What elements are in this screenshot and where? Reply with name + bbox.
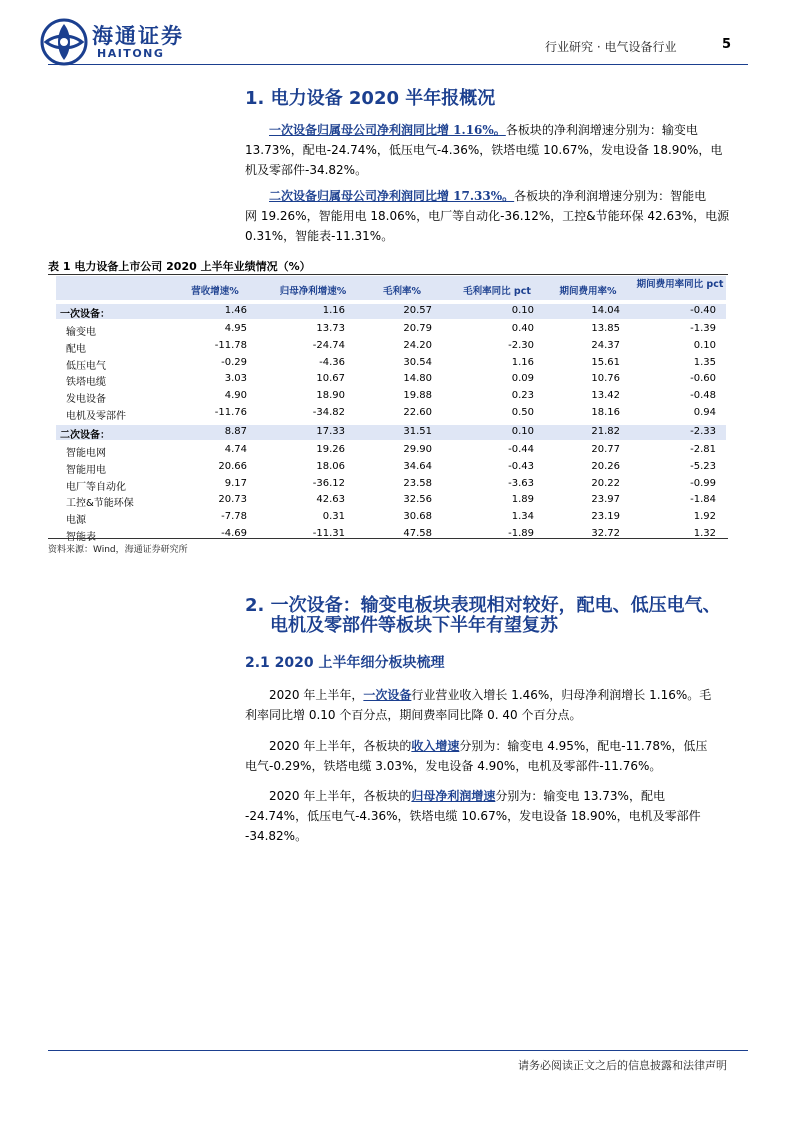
page-number: 5	[722, 37, 732, 52]
table-cell: 15.61	[591, 356, 620, 368]
table-cell: -34.82	[312, 407, 345, 418]
table-cell: -0.29	[221, 356, 247, 368]
table-cell: -0.48	[690, 390, 716, 402]
highlight-secondary-profit: 二次设备归属母公司净利润同比增 17.33%。	[269, 189, 515, 203]
table-cell: -0.40	[690, 305, 716, 316]
table-cell: 1.16	[511, 356, 534, 368]
table-cell: 1.92	[693, 511, 716, 523]
table-cell: -0.43	[508, 460, 534, 472]
table-cell: 20.79	[403, 323, 432, 334]
header-divider	[48, 64, 748, 65]
table-cell: 10.76	[591, 373, 620, 385]
table-cell: 17.33	[316, 426, 345, 437]
text-line: 0.31%，智能表-11.31%。	[245, 229, 394, 243]
group-label: 一次设备：	[60, 309, 110, 320]
table-bottom-rule	[48, 538, 728, 539]
table-cell: 4.90	[224, 390, 247, 402]
highlight-primary-equipment: 一次设备	[363, 688, 412, 702]
table-header-cell: 毛利率同比 pct	[463, 286, 531, 297]
table-cell: 20.73	[218, 494, 247, 506]
haitong-logo-icon	[40, 18, 88, 66]
table-cell: -11.31	[312, 528, 345, 539]
text-run: 2020 年上半年，	[269, 688, 364, 702]
section-1-paragraph-2	[245, 186, 750, 246]
logo-english-name: HAITONG	[97, 47, 165, 60]
table-cell: 22.60	[403, 407, 432, 418]
section-2-title-line-2: 电机及零部件等板块下半年有望复苏	[270, 615, 558, 636]
table-cell: 19.88	[403, 390, 432, 402]
table-cell: 24.20	[403, 339, 432, 351]
table-cell: 29.90	[403, 444, 432, 455]
table-cell: -0.44	[508, 444, 534, 455]
text-line: -24.74%，低压电气-4.36%，铁塔电缆 10.67%，发电设备 18.90%，电机及零部件	[245, 809, 701, 823]
table-cell: 0.40	[511, 323, 534, 334]
table-cell: 32.72	[591, 528, 620, 539]
table-cell: 0.10	[511, 426, 534, 437]
table-cell: 1.32	[693, 528, 716, 539]
section-1-title: 1. 电力设备 2020 半年报概况	[245, 88, 496, 109]
table-header-cell: 毛利率%	[382, 286, 422, 297]
table-cell: 20.66	[218, 460, 247, 472]
table-cell: 18.06	[316, 460, 345, 472]
table-row-label: 电机及零部件	[66, 411, 126, 422]
table-row-label: 智能电网	[66, 448, 106, 459]
text-line: 利率同比增 0.10 个百分点，期间费率同比降 0. 40 个百分点。	[245, 708, 582, 722]
text-run: 2020 年上半年，各板块的	[269, 739, 412, 753]
table-title: 表 1 电力设备上市公司 2020 上半年业绩情况（%）	[48, 260, 311, 273]
table-cell: -3.63	[508, 477, 534, 489]
text-line: 机及零部件-34.82%。	[245, 163, 368, 177]
table-cell: 30.68	[403, 511, 432, 523]
table-cell: -1.89	[508, 528, 534, 539]
table-row-label: 发电设备	[66, 394, 106, 406]
table-cell: -36.12	[312, 477, 345, 489]
table-cell: 1.34	[511, 511, 534, 523]
footer-disclaimer: 请务必阅读正文之后的信息披露和法律声明	[518, 1059, 727, 1072]
section-2-paragraph-1	[245, 685, 750, 725]
table-header-cell: 营收增速%	[191, 286, 239, 297]
table-header-cell: 归母净利增速%	[279, 286, 347, 297]
table-cell: -2.33	[690, 426, 716, 437]
table-cell: 4.74	[224, 444, 247, 455]
table-cell: 34.64	[403, 460, 432, 472]
table-cell: 1.16	[322, 305, 345, 316]
table-cell: 18.90	[316, 390, 345, 402]
table-row-label: 输变电	[66, 327, 96, 338]
table-row-label: 工控&节能环保	[66, 498, 134, 510]
header-category: 行业研究 · 电气设备行业	[545, 40, 677, 54]
table-cell: 0.23	[511, 390, 534, 402]
text-run: 各板块的净利润增速分别为：智能电	[514, 189, 707, 203]
table-cell: -5.23	[690, 460, 716, 472]
table-cell: 19.26	[316, 444, 345, 455]
text-line: -34.82%。	[245, 829, 308, 843]
subsection-2-1-title: 2.1 2020 上半年细分板块梳理	[245, 655, 445, 671]
table-row-label: 智能表	[66, 532, 96, 543]
group-label: 二次设备：	[60, 430, 110, 441]
table-cell: 0.31	[322, 511, 345, 523]
table-row-label: 配电	[66, 343, 86, 355]
table-cell: 13.73	[316, 323, 345, 334]
table-cell: -1.84	[690, 494, 716, 506]
table-cell: 23.58	[403, 477, 432, 489]
table-row-label: 智能用电	[66, 464, 106, 476]
table-cell: 4.95	[224, 323, 247, 334]
highlight-revenue-growth: 收入增速	[411, 739, 460, 753]
text-run: 行业营业收入增长 1.46%，归母净利润增长 1.16%。毛	[411, 688, 712, 702]
table-cell: 47.58	[403, 528, 432, 539]
table-cell: 20.26	[591, 460, 620, 472]
table-cell: -24.74	[312, 339, 345, 351]
text-run: 分别为：输变电 13.73%，配电	[495, 789, 665, 803]
highlight-net-profit-growth: 归母净利润增速	[411, 789, 496, 803]
table-cell: 21.82	[591, 426, 620, 437]
table-header-cell: 期间费用率同比 pct	[636, 279, 724, 290]
table-cell: 1.46	[224, 305, 247, 316]
table-cell: 23.19	[591, 511, 620, 523]
table-cell: -0.60	[690, 373, 716, 385]
table-cell: 9.17	[224, 477, 247, 489]
section-2-paragraph-2	[245, 736, 750, 776]
table-cell: 23.97	[591, 494, 620, 506]
text-run: 各板块的净利润增速分别为：输变电	[505, 123, 698, 137]
table-cell: -0.99	[690, 477, 716, 489]
section-2-title-line-1: 2. 一次设备：输变电板块表现相对较好，配电、低压电气、	[245, 595, 721, 616]
table-cell: 10.67	[316, 373, 345, 385]
table-cell: 1.35	[693, 356, 716, 368]
table-cell: 30.54	[403, 356, 432, 368]
table-row-label: 铁塔电缆	[66, 377, 106, 389]
table-cell: -11.78	[214, 339, 247, 351]
table-cell: 0.94	[693, 407, 716, 418]
table-top-rule	[48, 274, 728, 275]
table-cell: -2.81	[690, 444, 716, 455]
highlight-primary-profit: 一次设备归属母公司净利润同比增 1.16%。	[269, 123, 506, 137]
table-cell: 0.50	[511, 407, 534, 418]
table-cell: 0.10	[693, 339, 716, 351]
table-cell: 20.57	[403, 305, 432, 316]
table-row-label: 电源	[66, 515, 86, 527]
table-cell: 18.16	[591, 407, 620, 418]
section-2-paragraph-3	[245, 786, 750, 846]
table-cell: 13.42	[591, 390, 620, 402]
table-row-label: 电厂等自动化	[66, 481, 126, 493]
footer-divider	[48, 1050, 748, 1051]
table-cell: 13.85	[591, 323, 620, 334]
table-cell: 0.10	[511, 305, 534, 316]
text-run: 分别为：输变电 4.95%，配电-11.78%，低压	[459, 739, 708, 753]
table-cell: -4.69	[221, 528, 247, 539]
text-run: 2020 年上半年，各板块的	[269, 789, 412, 803]
text-line: 电气-0.29%，铁塔电缆 3.03%，发电设备 4.90%，电机及零部件-11.76%。	[245, 759, 662, 773]
table-cell: 24.37	[591, 339, 620, 351]
table-cell: 32.56	[403, 494, 432, 506]
table-cell: 3.03	[224, 373, 247, 385]
table-cell: 20.77	[591, 444, 620, 455]
table-cell: 20.22	[591, 477, 620, 489]
table-cell: 8.87	[224, 426, 247, 437]
table-header-cell: 期间费用率%	[559, 286, 617, 297]
table-cell: 31.51	[403, 426, 432, 437]
table-cell: 1.89	[511, 494, 534, 506]
table-row-label: 低压电气	[66, 360, 106, 372]
table-cell: 14.80	[403, 373, 432, 385]
table-cell: 14.04	[591, 305, 620, 316]
table-cell: -7.78	[221, 511, 247, 523]
table-cell: 42.63	[316, 494, 345, 506]
table-source: 资料来源：Wind，海通证券研究所	[48, 545, 188, 555]
logo-chinese-name: 海通证券	[92, 23, 184, 48]
table-cell: 0.09	[511, 373, 534, 385]
table-cell: -11.76	[214, 407, 247, 418]
section-1-paragraph-1	[245, 120, 750, 180]
text-line: 网 19.26%，智能用电 18.06%，电厂等自动化-36.12%，工控&节能环保 42.63%，电源	[245, 209, 730, 223]
table-cell: -4.36	[319, 356, 345, 368]
table-cell: -1.39	[690, 323, 716, 334]
table-cell: -2.30	[508, 339, 534, 351]
text-line: 13.73%，配电-24.74%，低压电气-4.36%，铁塔电缆 10.67%，发电设备 18.90%，电	[245, 143, 723, 157]
